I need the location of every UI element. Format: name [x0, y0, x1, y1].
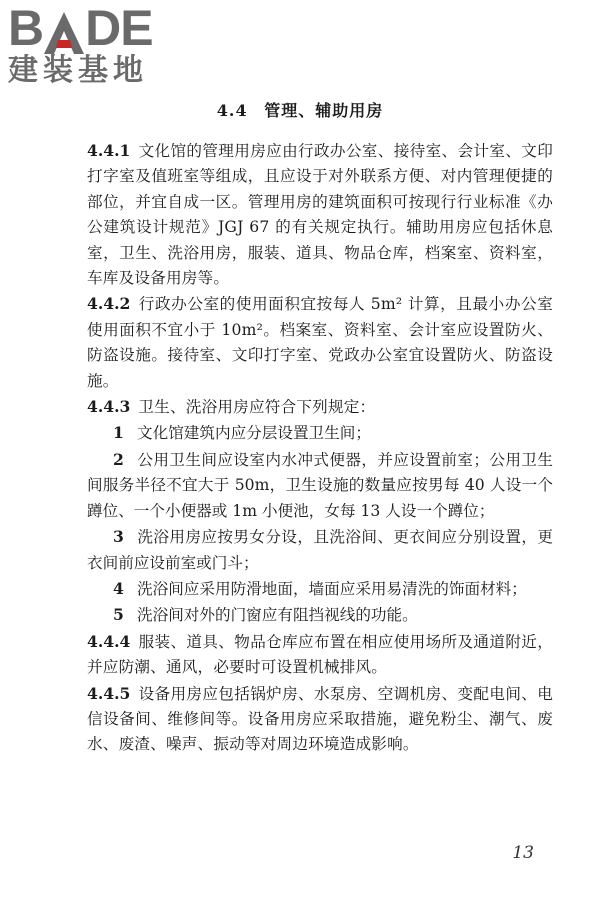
item-text: 洗浴间应采用防滑地面，墙面应采用易清洗的饰面材料； [137, 579, 527, 598]
clause-text: 卫生、洗浴用房应符合下列规定： [138, 398, 376, 417]
section-title: 管理、辅助用房 [264, 101, 384, 120]
list-item [87, 420, 553, 446]
clause-number: 4.4.1 [87, 141, 131, 160]
item-number: 5 [113, 605, 124, 625]
clause-text: 服装、道具、物品仓库应布置在相应使用场所及通道附近，并应防潮、通风，必要时可设置机械排风。 [87, 632, 553, 677]
page-number: 13 [512, 843, 534, 863]
logo-letters-after: DE [85, 0, 153, 56]
item-number: 4 [113, 578, 124, 598]
clause-text: 设备用房应包括锅炉房、水泵房、空调机房、变配电间、电信设备间、维修间等。设备用房应采取措施，避免粉尘、潮气、废水、废渣、噪声、振动等对周边环境造成影响。 [87, 684, 553, 754]
document-body [87, 138, 553, 758]
item-text: 洗浴间对外的门窗应有阻挡视线的功能。 [137, 606, 418, 625]
item-number: 3 [113, 527, 124, 547]
section-heading [0, 98, 600, 121]
item-text: 洗浴用房应按男女分设，且洗浴间、更衣间应分别设置，更衣间前应设前室或门斗； [87, 528, 553, 572]
logo-chinese-name: 建装基地 [8, 53, 148, 88]
clause-4-4-1 [87, 138, 553, 291]
clause-number: 4.4.3 [87, 397, 131, 417]
clause-4-4-5 [87, 681, 553, 758]
clause-text: 行政办公室的使用面积宜按每人 5m² 计算，且最小办公室使用面积不宜小于 10m²。档案室、资料室、会计室应设置防火、防盗设施。接待室、文印打字室、党政办公室宜设置防火、防盗设施。 [87, 295, 553, 390]
section-number: 4.4 [216, 101, 248, 120]
clause-4-4-3 [87, 394, 553, 420]
list-item [87, 524, 553, 576]
clause-4-4-2 [87, 291, 553, 394]
brand-logo [8, 2, 178, 88]
clause-number: 4.4.2 [87, 294, 131, 314]
item-number: 2 [113, 449, 124, 469]
item-text: 文化馆建筑内应分层设置卫生间； [137, 424, 371, 443]
logo-wordmark [8, 2, 178, 54]
list-item [87, 576, 553, 602]
logo-letters-before: B [8, 0, 44, 56]
clause-text: 文化馆的管理用房应由行政办公室、接待室、会计室、文印打字室及值班室等组成，且应设于对外联系方便、对内管理便捷的部位，并宜自成一区。管理用房的建筑面积可按现行行业标准《办公建筑设计规范》JGJ 67 的有关规定执行。辅助用房应包括休息室，卫生、洗浴用房，服装、道具、物品仓库，档案室、资料室，车库及设备用房等。 [87, 142, 553, 288]
list-item [87, 602, 553, 628]
item-number: 1 [113, 423, 124, 443]
item-text: 公用卫生间应设室内水冲式便器，并应设置前室；公用卫生间服务半径不宜大于 50m，卫生设施的数量应按男每 40 人设一个蹲位、一个小便器或 1m 小便池，女每 13 人设一个蹲位； [87, 450, 553, 520]
clause-number: 4.4.5 [87, 683, 131, 703]
clause-4-4-4 [87, 629, 553, 681]
list-item [87, 447, 553, 524]
logo-letter-a-icon [44, 10, 84, 54]
clause-number: 4.4.4 [87, 631, 131, 651]
